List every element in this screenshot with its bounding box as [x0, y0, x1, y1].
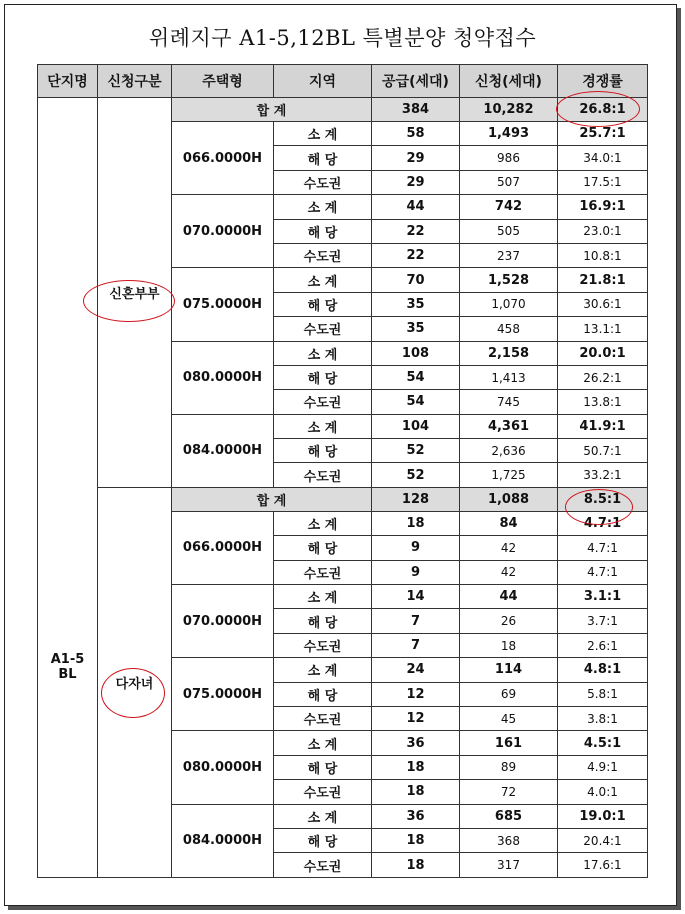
region-cell: 소 계 — [274, 511, 372, 535]
region-cell: 해 당 — [274, 609, 372, 633]
supply-cell: 18 — [372, 780, 460, 804]
region-cell: 해 당 — [274, 682, 372, 706]
total-row — [38, 487, 648, 511]
apply-cell: 685 — [460, 804, 558, 828]
ratio-cell: 4.7:1 — [558, 536, 648, 560]
region-cell: 수도권 — [274, 243, 372, 267]
supply-cell: 52 — [372, 439, 460, 463]
region-cell: 수도권 — [274, 317, 372, 341]
ratio-cell: 33.2:1 — [558, 463, 648, 487]
region-cell: 소 계 — [274, 731, 372, 755]
page-title: 위례지구 A1-5,12BL 특별분양 청약접수 — [148, 26, 537, 50]
header-complex: 단지명 — [38, 65, 98, 98]
apply-cell: 1,070 — [460, 292, 558, 316]
ratio-cell: 5.8:1 — [558, 682, 648, 706]
apply-cell: 505 — [460, 219, 558, 243]
region-cell: 해 당 — [274, 536, 372, 560]
supply-cell: 9 — [372, 560, 460, 584]
apply-cell: 368 — [460, 828, 558, 852]
apply-cell: 26 — [460, 609, 558, 633]
apply-cell: 84 — [460, 511, 558, 535]
region-cell: 수도권 — [274, 170, 372, 194]
ratio-cell: 30.6:1 — [558, 292, 648, 316]
ratio-cell: 20.4:1 — [558, 828, 648, 852]
header-supply: 공급(세대) — [372, 65, 460, 98]
supply-cell: 22 — [372, 219, 460, 243]
ratio-cell: 20.0:1 — [558, 341, 648, 365]
region-cell: 소 계 — [274, 804, 372, 828]
housing-type-cell: 075.0000H — [172, 268, 274, 341]
housing-type-cell: 066.0000H — [172, 511, 274, 584]
ratio-cell: 26.2:1 — [558, 365, 648, 389]
region-cell: 소 계 — [274, 122, 372, 146]
supply-cell: 7 — [372, 609, 460, 633]
supply-cell: 24 — [372, 658, 460, 682]
ratio-cell: 3.1:1 — [558, 585, 648, 609]
supply-cell: 22 — [372, 243, 460, 267]
ratio-cell: 4.7:1 — [558, 560, 648, 584]
housing-type-cell: 084.0000H — [172, 414, 274, 487]
region-cell: 소 계 — [274, 341, 372, 365]
complex-name-cell: A1-5 BL — [38, 98, 98, 878]
total-supply: 384 — [372, 98, 460, 122]
ratio-cell: 4.7:1 — [558, 511, 648, 535]
apply-cell: 2,158 — [460, 341, 558, 365]
supply-cell: 29 — [372, 146, 460, 170]
header-type: 주택형 — [172, 65, 274, 98]
apply-cell: 237 — [460, 243, 558, 267]
apply-cell: 72 — [460, 780, 558, 804]
ratio-cell: 16.9:1 — [558, 195, 648, 219]
supply-cell: 58 — [372, 122, 460, 146]
ratio-cell: 23.0:1 — [558, 219, 648, 243]
supply-cell: 35 — [372, 292, 460, 316]
subscription-table — [37, 64, 648, 878]
apply-cell: 507 — [460, 170, 558, 194]
apply-cell: 1,413 — [460, 365, 558, 389]
region-cell: 해 당 — [274, 439, 372, 463]
total-supply: 128 — [372, 487, 460, 511]
total-apply: 10,282 — [460, 98, 558, 122]
ratio-cell: 3.8:1 — [558, 706, 648, 730]
apply-cell: 317 — [460, 853, 558, 877]
ratio-cell: 4.9:1 — [558, 755, 648, 779]
total-label: 합 계 — [172, 98, 372, 122]
total-ratio: 26.8:1 — [558, 98, 648, 122]
apply-cell: 18 — [460, 633, 558, 657]
supply-cell: 104 — [372, 414, 460, 438]
region-cell: 소 계 — [274, 195, 372, 219]
supply-cell: 36 — [372, 731, 460, 755]
header-apply: 신청(세대) — [460, 65, 558, 98]
supply-cell: 36 — [372, 804, 460, 828]
region-cell: 수도권 — [274, 463, 372, 487]
ratio-cell: 4.5:1 — [558, 731, 648, 755]
apply-cell: 986 — [460, 146, 558, 170]
apply-cell: 114 — [460, 658, 558, 682]
housing-type-cell: 084.0000H — [172, 804, 274, 877]
apply-cell: 4,361 — [460, 414, 558, 438]
apply-cell: 44 — [460, 585, 558, 609]
ratio-cell: 17.6:1 — [558, 853, 648, 877]
region-cell: 해 당 — [274, 365, 372, 389]
supply-cell: 18 — [372, 828, 460, 852]
ratio-cell: 34.0:1 — [558, 146, 648, 170]
housing-type-cell: 080.0000H — [172, 341, 274, 414]
ratio-cell: 17.5:1 — [558, 170, 648, 194]
housing-type-cell: 070.0000H — [172, 195, 274, 268]
supply-cell: 12 — [372, 706, 460, 730]
region-cell: 해 당 — [274, 292, 372, 316]
housing-type-cell: 070.0000H — [172, 585, 274, 658]
region-cell: 해 당 — [274, 755, 372, 779]
apply-cell: 69 — [460, 682, 558, 706]
region-cell: 소 계 — [274, 414, 372, 438]
header-region: 지역 — [274, 65, 372, 98]
ratio-cell: 3.7:1 — [558, 609, 648, 633]
supply-cell: 70 — [372, 268, 460, 292]
ratio-cell: 4.0:1 — [558, 780, 648, 804]
apply-cell: 1,725 — [460, 463, 558, 487]
apply-cell: 42 — [460, 536, 558, 560]
region-cell: 수도권 — [274, 560, 372, 584]
supply-cell: 7 — [372, 633, 460, 657]
apply-cell: 89 — [460, 755, 558, 779]
category-cell: 다자녀 — [98, 487, 172, 877]
supply-cell: 35 — [372, 317, 460, 341]
region-cell: 해 당 — [274, 219, 372, 243]
housing-type-cell: 066.0000H — [172, 122, 274, 195]
header-ratio: 경쟁률 — [558, 65, 648, 98]
ratio-cell: 50.7:1 — [558, 439, 648, 463]
region-cell: 소 계 — [274, 585, 372, 609]
apply-cell: 2,636 — [460, 439, 558, 463]
supply-cell: 29 — [372, 170, 460, 194]
supply-cell: 54 — [372, 390, 460, 414]
ratio-cell: 13.1:1 — [558, 317, 648, 341]
supply-cell: 18 — [372, 511, 460, 535]
header-category: 신청구분 — [98, 65, 172, 98]
region-cell: 수도권 — [274, 390, 372, 414]
apply-cell: 42 — [460, 560, 558, 584]
housing-type-cell: 075.0000H — [172, 658, 274, 731]
apply-cell: 742 — [460, 195, 558, 219]
total-label: 합 계 — [172, 487, 372, 511]
ratio-cell: 2.6:1 — [558, 633, 648, 657]
apply-cell: 458 — [460, 317, 558, 341]
apply-cell: 161 — [460, 731, 558, 755]
header-row — [38, 65, 648, 98]
apply-cell: 745 — [460, 390, 558, 414]
supply-cell: 52 — [372, 463, 460, 487]
supply-cell: 18 — [372, 755, 460, 779]
total-apply: 1,088 — [460, 487, 558, 511]
ratio-cell: 19.0:1 — [558, 804, 648, 828]
region-cell: 수도권 — [274, 706, 372, 730]
region-cell: 소 계 — [274, 658, 372, 682]
supply-cell: 18 — [372, 853, 460, 877]
supply-cell: 44 — [372, 195, 460, 219]
region-cell: 수도권 — [274, 853, 372, 877]
apply-cell: 1,493 — [460, 122, 558, 146]
ratio-cell: 41.9:1 — [558, 414, 648, 438]
apply-cell: 1,528 — [460, 268, 558, 292]
total-row — [38, 98, 648, 122]
region-cell: 소 계 — [274, 268, 372, 292]
ratio-cell: 21.8:1 — [558, 268, 648, 292]
category-cell: 신혼부부 — [98, 98, 172, 488]
supply-cell: 108 — [372, 341, 460, 365]
region-cell: 수도권 — [274, 780, 372, 804]
region-cell: 해 당 — [274, 146, 372, 170]
supply-cell: 9 — [372, 536, 460, 560]
ratio-cell: 25.7:1 — [558, 122, 648, 146]
supply-cell: 12 — [372, 682, 460, 706]
total-ratio: 8.5:1 — [558, 487, 648, 511]
supply-cell: 14 — [372, 585, 460, 609]
housing-type-cell: 080.0000H — [172, 731, 274, 804]
ratio-cell: 13.8:1 — [558, 390, 648, 414]
region-cell: 해 당 — [274, 828, 372, 852]
region-cell: 수도권 — [274, 633, 372, 657]
ratio-cell: 4.8:1 — [558, 658, 648, 682]
supply-cell: 54 — [372, 365, 460, 389]
apply-cell: 45 — [460, 706, 558, 730]
ratio-cell: 10.8:1 — [558, 243, 648, 267]
